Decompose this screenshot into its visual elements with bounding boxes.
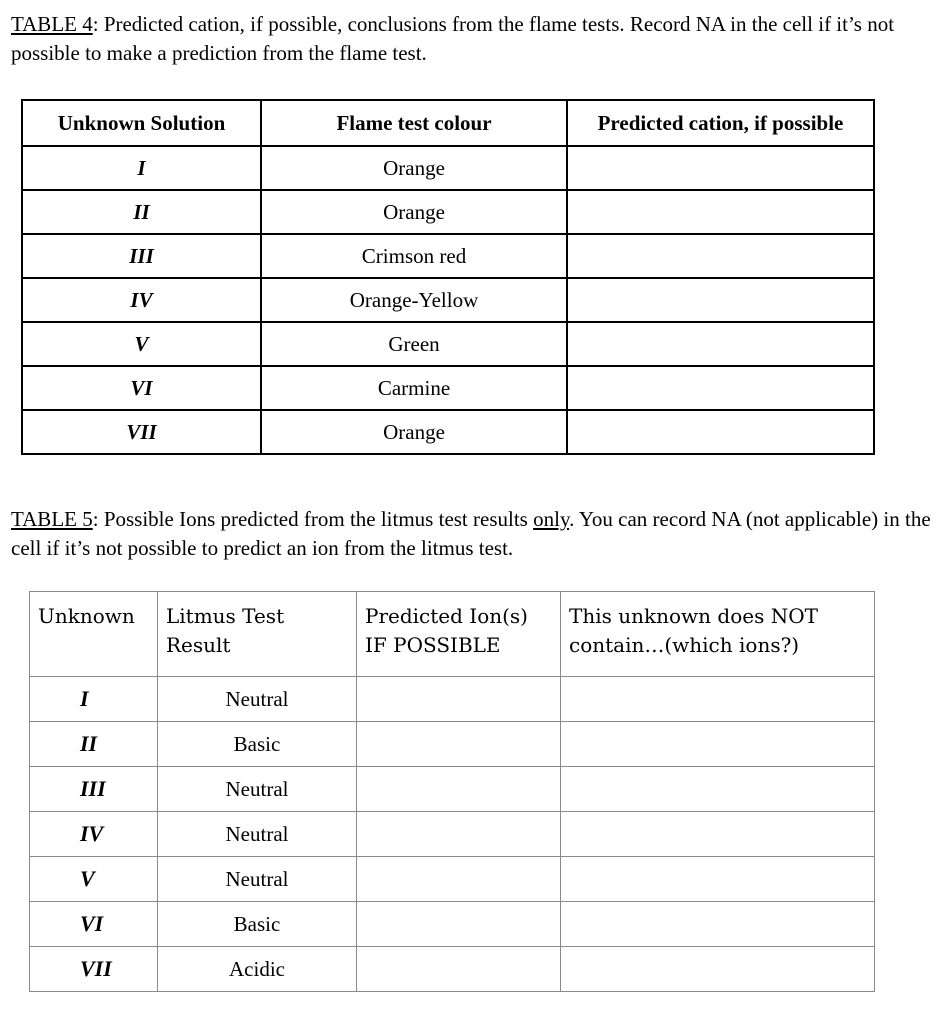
predicted-ions-cell[interactable] [357, 812, 561, 857]
table-row [30, 812, 875, 857]
predicted-ions-cell[interactable] [357, 722, 561, 767]
table4-caption-label: TABLE 4 [11, 12, 93, 36]
not-contain-cell[interactable] [561, 812, 875, 857]
unknown-cell: VI [30, 902, 158, 947]
litmus-result-cell: Neutral [158, 812, 357, 857]
not-contain-cell[interactable] [561, 722, 875, 767]
cation-answer-cell[interactable] [567, 234, 874, 278]
table4-flame-tests [21, 99, 875, 455]
table-row [30, 722, 875, 767]
flame-colour-cell: Orange [261, 410, 567, 454]
table-row [30, 767, 875, 812]
not-contain-cell[interactable] [561, 677, 875, 722]
table4-header-row [22, 100, 874, 146]
unknown-cell: III [22, 234, 261, 278]
flame-colour-cell: Orange-Yellow [261, 278, 567, 322]
predicted-ions-cell[interactable] [357, 947, 561, 992]
table4-header-cation: Predicted cation, if possible [567, 100, 874, 146]
unknown-cell: I [22, 146, 261, 190]
flame-colour-cell: Green [261, 322, 567, 366]
litmus-result-cell: Neutral [158, 857, 357, 902]
table5-caption-text-after: . You can record NA (not applicable) in the cell if it’s not possible to predict an ion from the litmus test. [11, 507, 931, 560]
unknown-cell: III [30, 767, 158, 812]
not-contain-cell[interactable] [561, 767, 875, 812]
table5-caption [11, 505, 941, 563]
table4-caption [11, 10, 941, 68]
cation-answer-cell[interactable] [567, 278, 874, 322]
flame-colour-cell: Crimson red [261, 234, 567, 278]
cation-answer-cell[interactable] [567, 146, 874, 190]
flame-colour-cell: Orange [261, 146, 567, 190]
table5-caption-label: TABLE 5 [11, 507, 93, 531]
cation-answer-cell[interactable] [567, 410, 874, 454]
litmus-result-cell: Basic [158, 722, 357, 767]
litmus-result-cell: Acidic [158, 947, 357, 992]
unknown-cell: I [30, 677, 158, 722]
unknown-cell: VII [30, 947, 158, 992]
table-row [30, 677, 875, 722]
unknown-cell: IV [22, 278, 261, 322]
table5-litmus-tests [29, 591, 875, 992]
table-row [30, 902, 875, 947]
predicted-ions-cell[interactable] [357, 677, 561, 722]
table5-header-predicted-ions: Predicted Ion(s) IF POSSIBLE [357, 592, 561, 677]
table-row [22, 190, 874, 234]
not-contain-cell[interactable] [561, 947, 875, 992]
table-row [30, 857, 875, 902]
predicted-ions-cell[interactable] [357, 902, 561, 947]
flame-colour-cell: Carmine [261, 366, 567, 410]
table5-header-not-contain: This unknown does NOT contain…(which ions?) [561, 592, 875, 677]
unknown-cell: VI [22, 366, 261, 410]
cation-answer-cell[interactable] [567, 322, 874, 366]
not-contain-cell[interactable] [561, 902, 875, 947]
table5-caption-text-before: : Possible Ions predicted from the litmus test results [92, 507, 534, 531]
predicted-ions-cell[interactable] [357, 767, 561, 812]
table4-header-flame: Flame test colour [261, 100, 567, 146]
litmus-result-cell: Basic [158, 902, 357, 947]
table-row [22, 146, 874, 190]
flame-colour-cell: Orange [261, 190, 567, 234]
table5-header-litmus: Litmus Test Result [158, 592, 357, 677]
table5-header-unknown: Unknown [30, 592, 158, 677]
table-row [22, 278, 874, 322]
litmus-result-cell: Neutral [158, 677, 357, 722]
unknown-cell: V [22, 322, 261, 366]
table4-caption-text: : Predicted cation, if possible, conclusions from the flame tests. Record NA in the cell if it’s not possible to make a prediction from the flame test. [11, 12, 895, 65]
predicted-ions-cell[interactable] [357, 857, 561, 902]
unknown-cell: IV [30, 812, 158, 857]
cation-answer-cell[interactable] [567, 190, 874, 234]
not-contain-cell[interactable] [561, 857, 875, 902]
table-row [22, 234, 874, 278]
table-row [22, 366, 874, 410]
cation-answer-cell[interactable] [567, 366, 874, 410]
unknown-cell: VII [22, 410, 261, 454]
unknown-cell: V [30, 857, 158, 902]
table-row [22, 410, 874, 454]
table5-header-row [30, 592, 875, 677]
table-row [22, 322, 874, 366]
unknown-cell: II [22, 190, 261, 234]
table-row [30, 947, 875, 992]
table5-caption-only: only [533, 507, 570, 531]
litmus-result-cell: Neutral [158, 767, 357, 812]
unknown-cell: II [30, 722, 158, 767]
table4-header-unknown: Unknown Solution [22, 100, 261, 146]
